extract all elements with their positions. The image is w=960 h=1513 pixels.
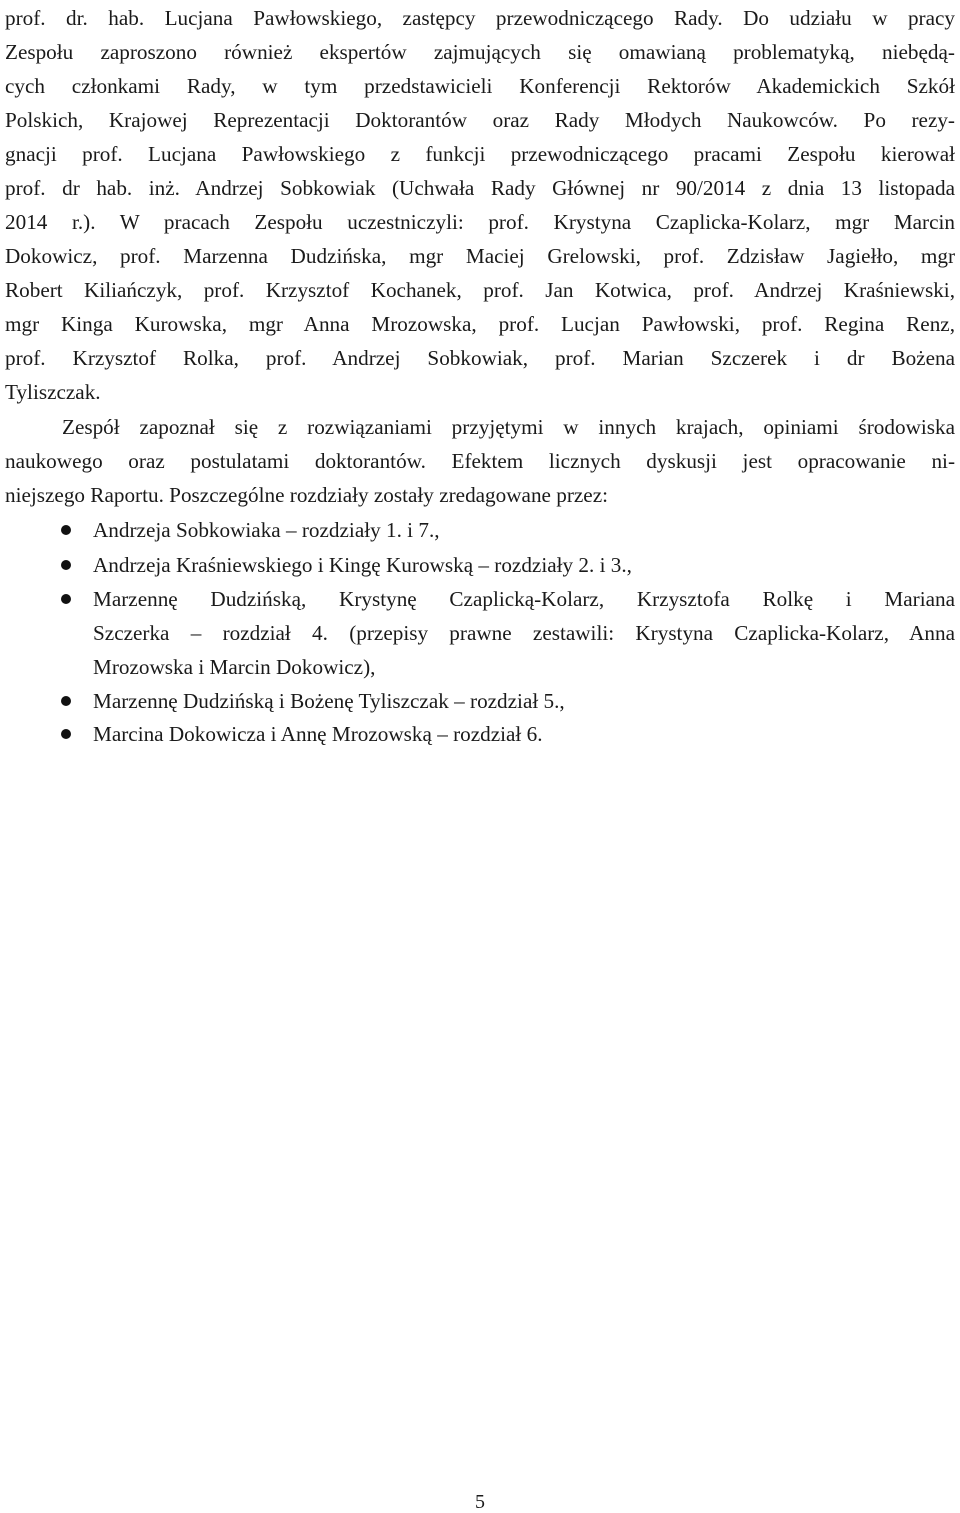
bullet-icon bbox=[61, 696, 71, 706]
text-line: prof. dr hab. inż. Andrzej Sobkowiak (Uchwała Rady Głównej nr 90/2014 z dnia 13 listopada bbox=[5, 176, 955, 200]
list-item-text: Marcina Dokowicza i Annę Mrozowską – rozdział 6. bbox=[93, 722, 543, 746]
list-item-text: Andrzeja Sobkowiaka – rozdziały 1. i 7., bbox=[93, 518, 440, 542]
text-line: Tyliszczak. bbox=[5, 380, 101, 404]
list-item-text: Marzennę Dudzińską, Krystynę Czaplicką-Kolarz, Krzysztofa Rolkę i Mariana bbox=[93, 587, 955, 611]
text-line: Robert Kiliańczyk, prof. Krzysztof Kochanek, prof. Jan Kotwica, prof. Andrzej Kraśniewski, bbox=[5, 278, 955, 302]
text-line: gnacji prof. Lucjana Pawłowskiego z funkcji przewodniczącego pracami Zespołu kierował bbox=[5, 142, 955, 166]
list-item-text: Mrozowska i Marcin Dokowicz), bbox=[93, 655, 376, 679]
bullet-icon bbox=[61, 525, 71, 535]
list-item-text: Marzennę Dudzińską i Bożenę Tyliszczak – rozdział 5., bbox=[93, 689, 565, 713]
text-line: mgr Kinga Kurowska, mgr Anna Mrozowska, prof. Lucjan Pawłowski, prof. Regina Renz, bbox=[5, 312, 955, 336]
text-line: Zespołu zaproszono również ekspertów zajmujących się omawianą problematyką, niebędą- bbox=[5, 40, 955, 64]
list-item bbox=[0, 513, 960, 547]
list-item bbox=[0, 548, 960, 582]
list-item bbox=[0, 582, 960, 684]
list-item-text: Andrzeja Kraśniewskiego i Kingę Kurowską – rozdziały 2. i 3., bbox=[93, 553, 632, 577]
text-line: 2014 r.). W pracach Zespołu uczestniczyli: prof. Krystyna Czaplicka-Kolarz, mgr Marcin bbox=[5, 210, 955, 234]
bullet-icon bbox=[61, 729, 71, 739]
text-line: prof. dr. hab. Lucjana Pawłowskiego, zastępcy przewodniczącego Rady. Do udziału w pracy bbox=[5, 6, 955, 30]
bullet-icon bbox=[61, 560, 71, 570]
text-line: Dokowicz, prof. Marzenna Dudzińska, mgr Maciej Grelowski, prof. Zdzisław Jagiełło, mgr bbox=[5, 244, 955, 268]
page-number: 5 bbox=[475, 1491, 485, 1513]
text-line: Zespół zapoznał się z rozwiązaniami przyjętymi w innych krajach, opiniami środowiska bbox=[62, 415, 955, 439]
text-line: Polskich, Krajowej Reprezentacji Doktorantów oraz Rady Młodych Naukowców. Po rezy- bbox=[5, 108, 955, 132]
text-line: prof. Krzysztof Rolka, prof. Andrzej Sobkowiak, prof. Marian Szczerek i dr Bożena bbox=[5, 346, 955, 370]
list-item-text: Szczerka – rozdział 4. (przepisy prawne zestawili: Krystyna Czaplicka-Kolarz, Anna bbox=[93, 621, 955, 645]
list-item bbox=[0, 684, 960, 718]
bullet-icon bbox=[61, 594, 71, 604]
text-line: niejszego Raportu. Poszczególne rozdziały zostały zredagowane przez: bbox=[5, 483, 608, 507]
text-line: cych członkami Rady, w tym przedstawicieli Konferencji Rektorów Akademickich Szkół bbox=[5, 74, 955, 98]
list-item bbox=[0, 717, 960, 751]
text-line: naukowego oraz postulatami doktorantów. Efektem licznych dyskusji jest opracowanie ni- bbox=[5, 449, 955, 473]
